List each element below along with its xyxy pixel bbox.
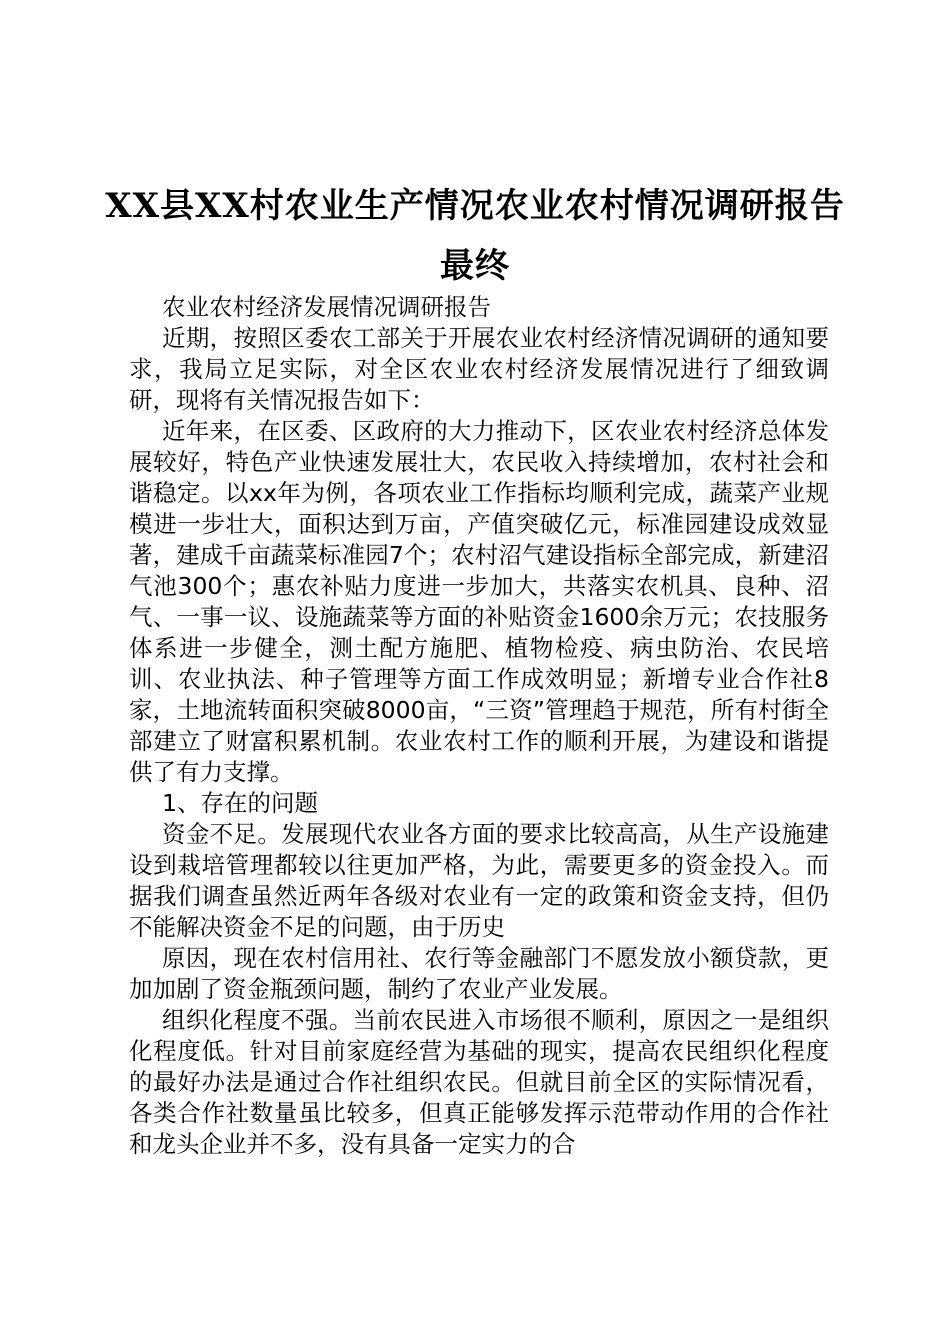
paragraph: 组织化程度不强。当前农民进入市场很不顺利，原因之一是组织化程度低。针对目前家庭经营为基础的现实，提高农民组织化程度的最好办法是通过合作社组织农民。但就目前全区的实际情况看，各类合作社数量虽比较多，但真正能够发挥示范带动作用的合作社和龙头企业并不多，没有具备一定实力的合: [129, 1006, 829, 1158]
paragraph: 资金不足。发展现代农业各方面的要求比较高高，从生产设施建设到栽培管理都较以往更加严格，为此，需要更多的资金投入。而据我们调查虽然近两年各级对农业有一定的政策和资金支持，但仍不能解决资金不足的问题，由于历史: [129, 820, 829, 941]
paragraph: 近期，按照区委农工部关于开展农业农村经济情况调研的通知要求，我局立足实际，对全区农业农村经济发展情况进行了细致调研，现将有关情况报告如下：: [129, 324, 829, 414]
document-title: XX县XX村农业生产情况农业农村情况调研报告最终: [105, 186, 845, 286]
paragraph-subtitle: 农业农村经济发展情况调研报告: [162, 293, 491, 321]
document-body: [129, 292, 829, 1160]
section-heading: 1、存在的问题: [162, 789, 318, 817]
paragraph: 近年来，在区委、区政府的大力推动下，区农业农村经济总体发展较好，特色产业快速发展壮大，农民收入持续增加，农村社会和谐稳定。以xx年为例，各项农业工作指标均顺利完成，蔬菜产业规模进一步壮大，面积达到万亩，产值突破亿元，标准园建设成效显著，建成千亩蔬菜标准园7个；农村沼气建设指标全部完成，新建沼气池300个；惠农补贴力度进一步加大，共落实农机具、良种、沼气、一事一议、设施蔬菜等方面的补贴资金1600余万元；农技服务体系进一步健全，测土配方施肥、植物检疫、病虫防治、农民培训、农业执法、种子管理等方面工作成效明显；新增专业合作社8家，土地流转面积突破8000亩，“三资”管理趋于规范，所有村街全部建立了财富积累机制。农业农村工作的顺利开展，为建设和谐提供了有力支撑。: [129, 417, 829, 786]
paragraph: 原因，现在农村信用社、农行等金融部门不愿发放小额贷款，更加加剧了资金瓶颈问题，制约了农业产业发展。: [129, 944, 829, 1003]
